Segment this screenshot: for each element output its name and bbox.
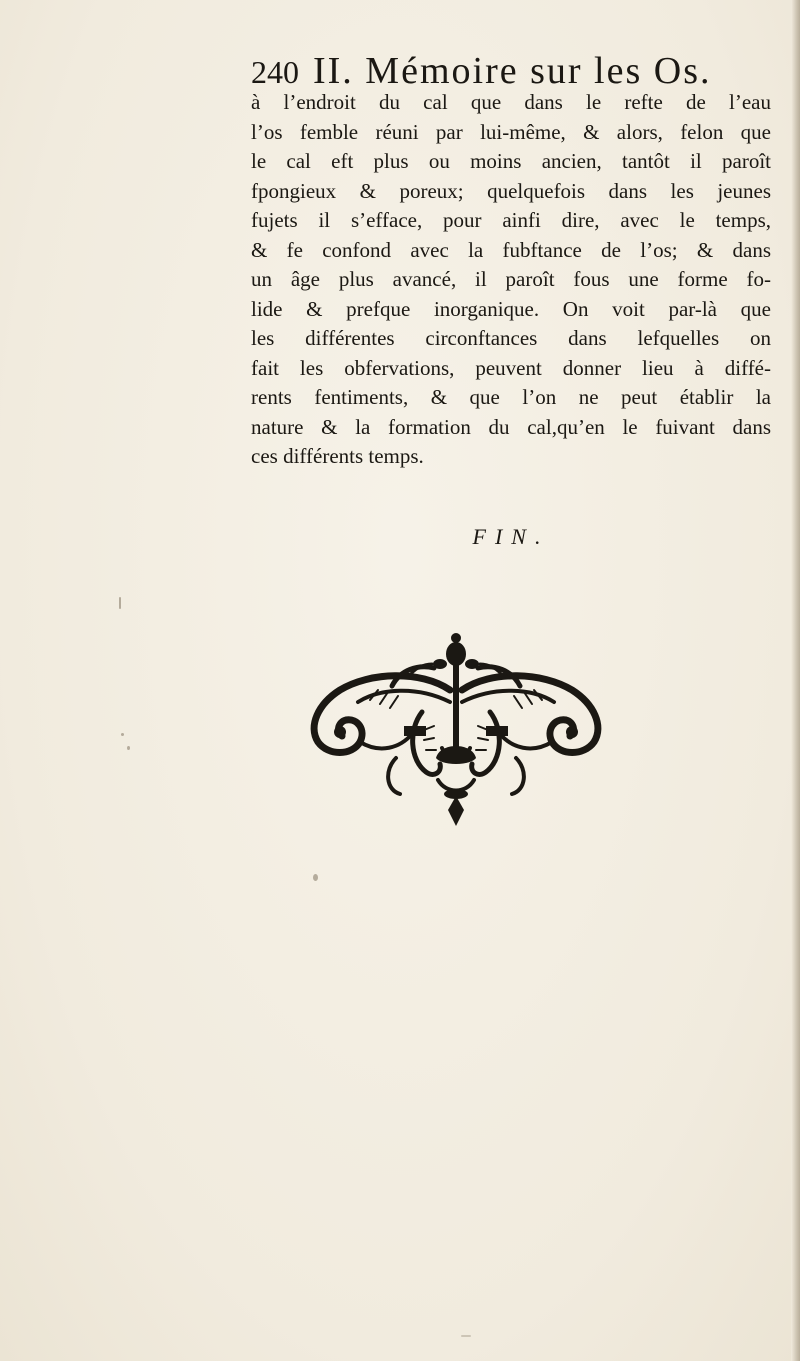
page-number: 240 — [251, 54, 299, 90]
text-line: un âge plus avancé, il paroît fous une forme fo- — [251, 267, 771, 291]
text-line: fujets il s’efface, pour ainfi dire, avec le temps, — [251, 208, 771, 232]
text-line: fait les obfervations, peuvent donner lieu à diffé- — [251, 355, 771, 380]
text-line: à l’endroit du cal que dans le refte de l’eau — [251, 90, 771, 114]
paper-speck — [461, 1335, 471, 1337]
running-title: II. Mémoire sur les Os. — [313, 50, 712, 92]
page-edge-shadow — [791, 0, 800, 1361]
body-paragraph — [251, 88, 771, 472]
cul-de-lampe-scroll-ornament-icon — [300, 630, 612, 826]
text-line: lide & prefque inorganique. On voit par-là que — [251, 296, 771, 321]
paper-speck — [313, 874, 318, 881]
paper-speck — [127, 746, 130, 750]
text-line: rents fentiments, & que l’on ne peut établir la — [251, 385, 771, 409]
text-line: l’os femble réuni par lui-même, & alors, felon que — [251, 119, 771, 144]
end-mark: FIN. — [472, 524, 550, 549]
text-line: fpongieux & poreux; quelquefois dans les jeunes — [251, 178, 771, 203]
text-line: les différentes circonftances dans lefquelles on — [251, 326, 771, 350]
paper-speck — [119, 597, 121, 609]
text-line: nature & la formation du cal,qu’en le fuivant dans — [251, 414, 771, 439]
text-line: le cal eft plus ou moins ancien, tantôt il paroît — [251, 149, 771, 173]
text-line: ces différents temps. — [251, 444, 424, 468]
paper-speck — [121, 733, 124, 736]
text-line: & fe confond avec la fubftance de l’os; & dans — [251, 237, 771, 262]
